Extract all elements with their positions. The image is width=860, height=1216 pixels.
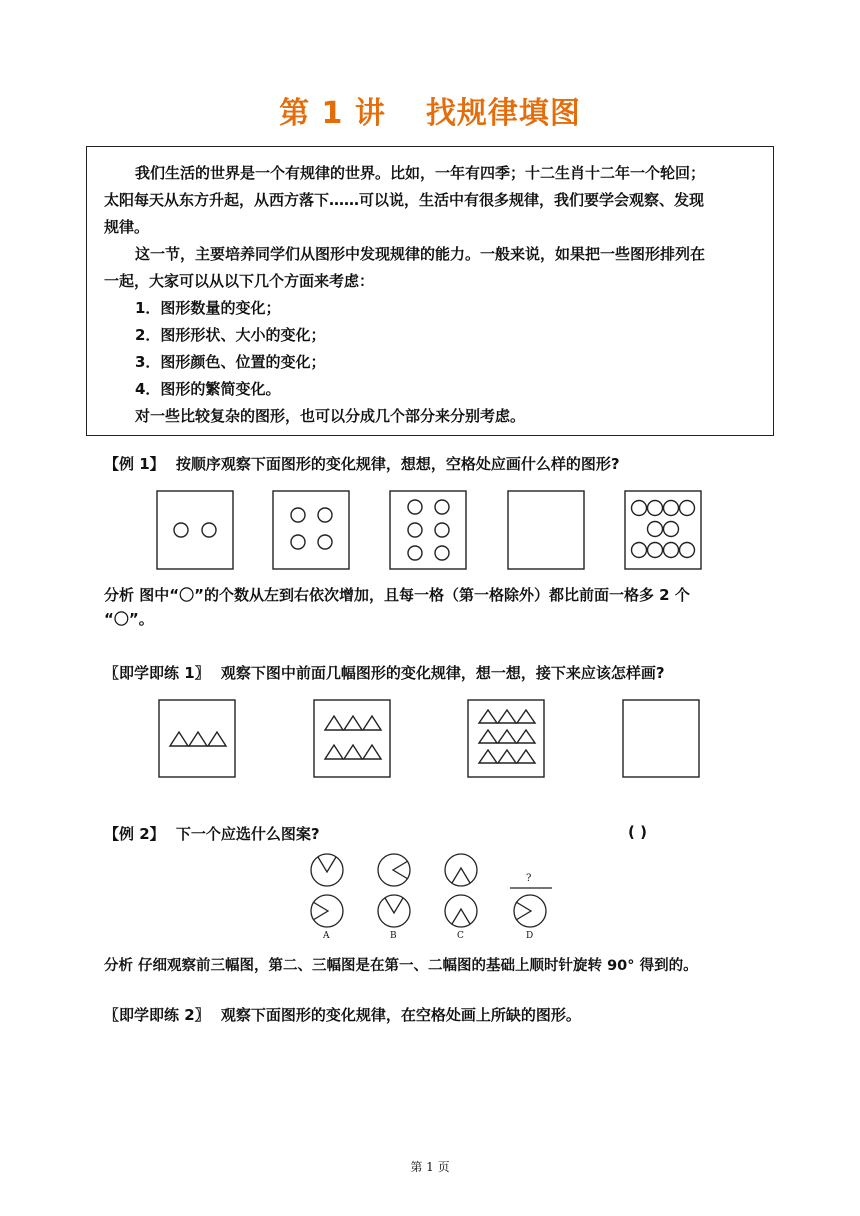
triangle-mark	[325, 745, 343, 759]
example2-figures	[0, 848, 860, 948]
circle-mark	[202, 523, 216, 537]
intro-p1-line2: 太阳每天从东方升起，从西方落下……可以说，生活中有很多规律，我们要学会观察、发现	[104, 191, 705, 209]
practice2-tag: 〖即学即练 2〗	[104, 1006, 210, 1024]
triangle-mark	[479, 730, 497, 743]
practice1-heading	[104, 662, 665, 683]
intro-p3: 对一些比较复杂的图形，也可以分成几个部分来分别考虑。	[135, 407, 526, 425]
intro-p2-line2: 一起，大家可以从以下几个方面来考虑：	[104, 272, 375, 290]
circle-mark	[174, 523, 188, 537]
triangle-mark	[325, 716, 343, 730]
triangle-mark	[363, 745, 381, 759]
triangle-mark	[498, 730, 516, 743]
question-mark: ?	[526, 873, 532, 884]
intro-p1-line1: 我们生活的世界是一个有规律的世界。比如，一年有四季；十二生肖十二年一个轮回；	[135, 164, 706, 182]
circle-box-blank	[508, 491, 584, 569]
option-a-label: A	[323, 931, 330, 941]
page-number: 第 1 页	[410, 1160, 450, 1174]
triangle-mark	[517, 750, 535, 763]
page-title	[0, 88, 860, 132]
triangle-mark	[170, 732, 188, 746]
triangle-mark	[344, 716, 362, 730]
circle-mark	[664, 543, 679, 558]
triangle-mark	[208, 732, 226, 746]
triangle-mark	[498, 750, 516, 763]
circle-mark	[648, 522, 663, 537]
practice1-question: 观察下图中前面几幅图形的变化规律，想一想，接下来应该怎样画?	[220, 664, 665, 682]
intro-item-3: 3．图形颜色、位置的变化；	[135, 353, 326, 371]
option-c-label: C	[457, 931, 464, 941]
triangle-mark	[479, 710, 497, 723]
circle-mark	[408, 546, 422, 560]
circle-mark	[435, 500, 449, 514]
triangle-mark	[517, 710, 535, 723]
analysis1-line2: “〇”。	[104, 610, 154, 628]
option-c-figure	[445, 895, 477, 927]
circle-box-3	[390, 491, 466, 569]
pattern-circle-1	[311, 854, 343, 886]
intro-item-4: 4．图形的繁简变化。	[135, 380, 281, 398]
intro-item-1: 1．图形数量的变化；	[135, 299, 281, 317]
example1-tag: 【例 1】	[104, 455, 165, 473]
triangle-mark	[189, 732, 207, 746]
intro-item-2: 2．图形形状、大小的变化；	[135, 326, 326, 344]
circle-mark	[291, 508, 305, 522]
circle-mark	[664, 522, 679, 537]
practice1-tag: 〖即学即练 1〗	[104, 664, 210, 682]
circle-mark	[408, 500, 422, 514]
circle-mark	[632, 543, 647, 558]
triangle-box-1	[159, 700, 235, 777]
circle-mark	[435, 523, 449, 537]
circle-mark	[318, 508, 332, 522]
intro-p1-line3: 规律。	[104, 218, 150, 236]
triangle-mark	[479, 750, 497, 763]
intro-p2-line1: 这一节，主要培养同学们从图形中发现规律的能力。一般来说，如果把一些图形排列在	[135, 245, 706, 263]
analysis2-text: 分析 仔细观察前三幅图，第二、三幅图是在第一、二幅图的基础上顺时针旋转 90° 得到的。	[104, 958, 698, 974]
answer-parentheses: ( )	[628, 823, 647, 841]
option-b-label: B	[390, 931, 397, 941]
circle-mark	[680, 501, 695, 516]
lecture-topic: 找规律填图	[425, 96, 581, 131]
pattern-circle-3	[445, 854, 477, 886]
triangle-box-blank	[623, 700, 699, 777]
circle-mark	[318, 535, 332, 549]
example2-heading	[104, 823, 320, 844]
example2-tag: 【例 2】	[104, 825, 165, 843]
example1-question: 按顺序观察下面图形的变化规律，想想，空格处应画什么样的图形?	[175, 455, 620, 473]
circle-mark	[291, 535, 305, 549]
option-d-label: D	[526, 931, 534, 941]
example1-figures	[0, 480, 860, 600]
analysis1-line1: 分析 图中“〇”的个数从左到右依次增加，且每一格（第一格除外）都比前面一格多 2 个	[104, 586, 690, 604]
example1-heading	[104, 453, 620, 474]
intro-box	[86, 146, 774, 436]
practice2-heading	[104, 1004, 581, 1025]
lecture-number: 第 1 讲	[279, 96, 386, 131]
circle-mark	[664, 501, 679, 516]
practice2-question: 观察下面图形的变化规律，在空格处画上所缺的图形。	[220, 1006, 581, 1024]
triangle-mark	[517, 730, 535, 743]
practice1-figures	[0, 690, 860, 790]
option-b-figure	[378, 895, 410, 927]
option-a-figure	[311, 895, 343, 927]
circle-mark	[632, 501, 647, 516]
circle-mark	[435, 546, 449, 560]
circle-mark	[408, 523, 422, 537]
circle-box-2	[273, 491, 349, 569]
triangle-mark	[363, 716, 381, 730]
option-d-figure	[514, 895, 546, 927]
triangle-mark	[498, 710, 516, 723]
circle-mark	[648, 501, 663, 516]
triangle-box-2	[314, 700, 390, 777]
circle-mark	[680, 543, 695, 558]
circle-box-1	[157, 491, 233, 569]
example2-question: 下一个应选什么图案?	[175, 825, 320, 843]
triangle-mark	[344, 745, 362, 759]
circle-mark	[648, 543, 663, 558]
pattern-circle-2	[378, 854, 410, 886]
